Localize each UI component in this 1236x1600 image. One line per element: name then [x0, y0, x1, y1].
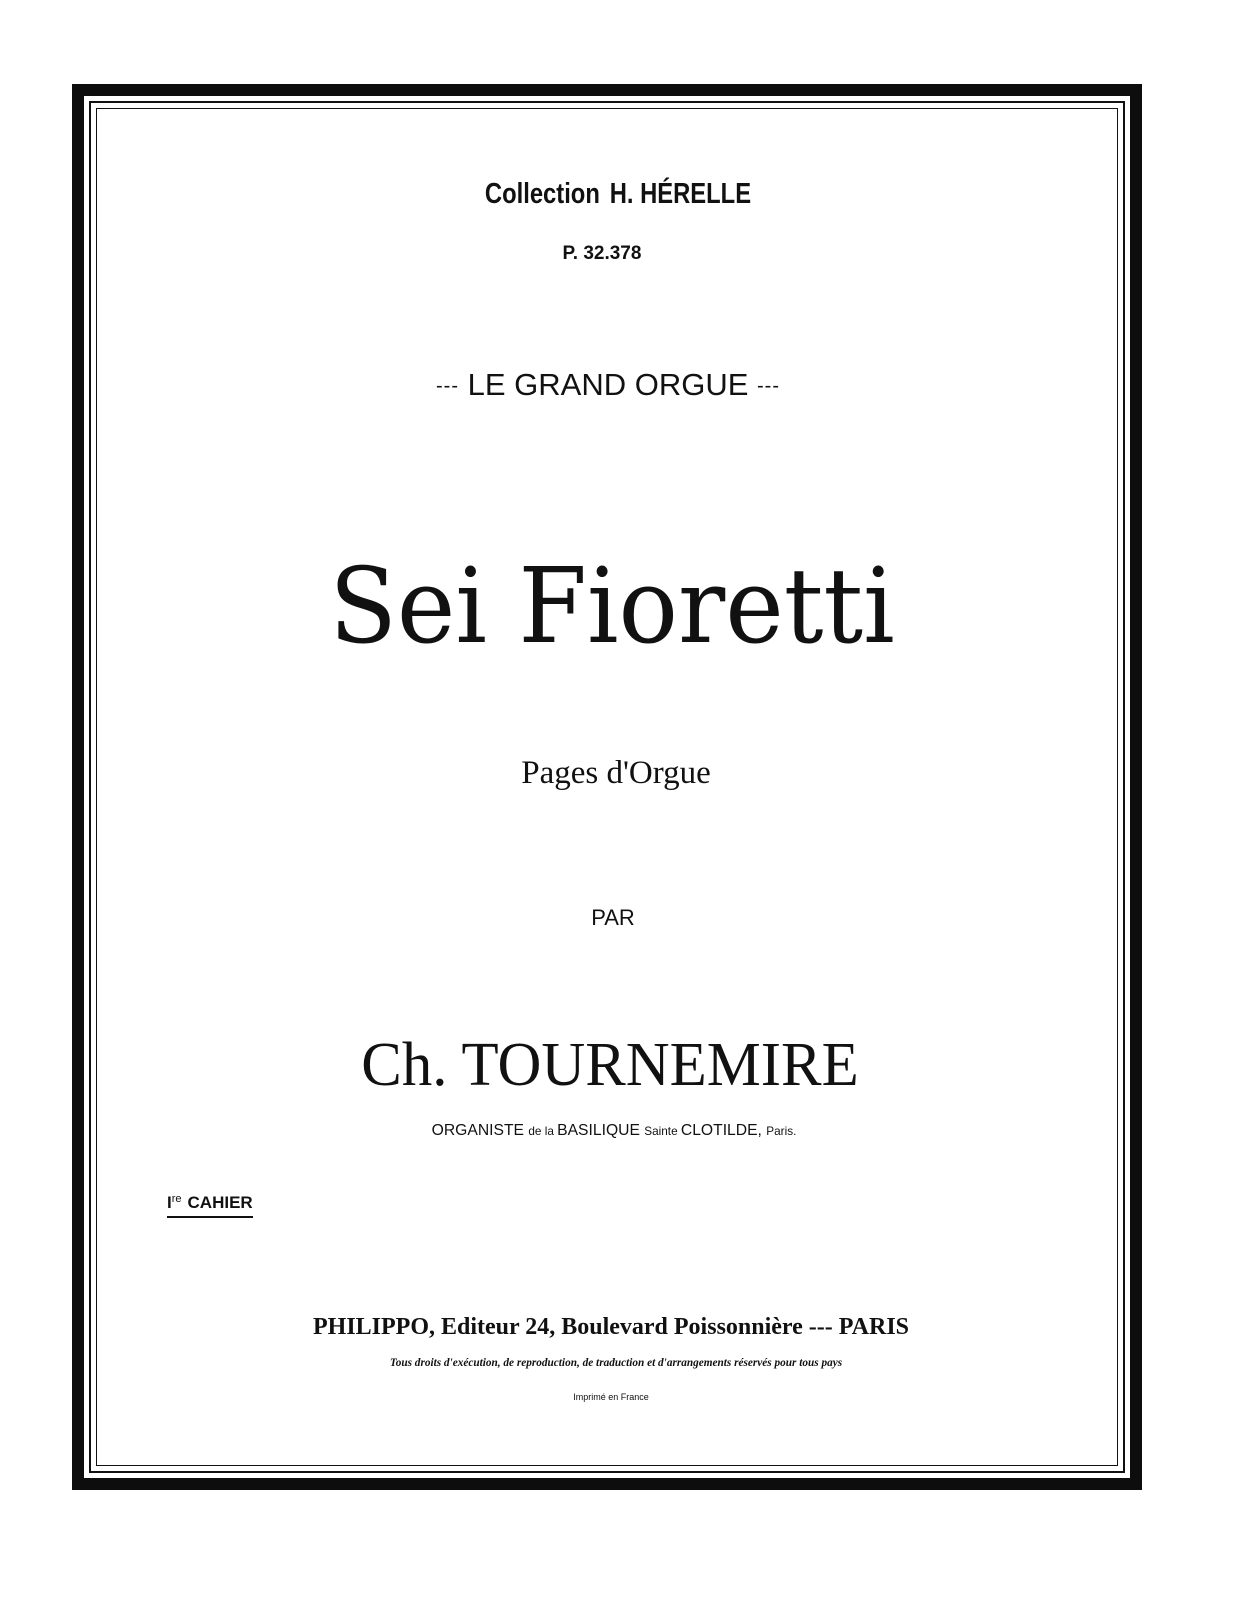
collection-heading: [111, 178, 1125, 211]
volume-numeral: I: [167, 1193, 172, 1212]
position-part-3: BASILIQUE: [557, 1122, 645, 1139]
collection-name: H. HÉRELLE: [609, 178, 752, 210]
volume-superscript: re: [171, 1193, 182, 1205]
position-part-4: Sainte: [644, 1124, 681, 1138]
series-dash-left: ---: [436, 375, 459, 397]
position-part-2: de la: [528, 1124, 558, 1138]
by-label: PAR: [591, 905, 635, 930]
composer-name: Ch. TOURNEMIRE: [361, 1031, 859, 1099]
printed-in: Imprimé en France: [573, 1392, 649, 1402]
series-dash-right: ---: [757, 375, 780, 397]
catalog-number: P. 32.378: [562, 243, 642, 264]
rights-notice: Tous droits d'exécution, de reproduction, de traduction et d'arrangements réservés pour tous pays: [389, 1357, 843, 1369]
series-label: LE GRAND ORGUE: [467, 367, 749, 402]
position-part-1: ORGANISTE: [431, 1122, 529, 1139]
collection-word: Collection: [484, 178, 600, 210]
series-heading: [0, 367, 1226, 403]
work-subtitle: Pages d'Orgue: [521, 755, 711, 791]
composer-position: [8, 1122, 1219, 1140]
work-title: Sei Fioretti: [329, 545, 895, 667]
position-part-5: CLOTILDE,: [680, 1122, 767, 1139]
volume-label: [167, 1193, 253, 1218]
publisher-line: PHILIPPO, Editeur 24, Boulevard Poissonnière --- PARIS: [312, 1314, 909, 1340]
volume-word: CAHIER: [187, 1193, 253, 1212]
position-part-6: Paris.: [766, 1124, 797, 1138]
